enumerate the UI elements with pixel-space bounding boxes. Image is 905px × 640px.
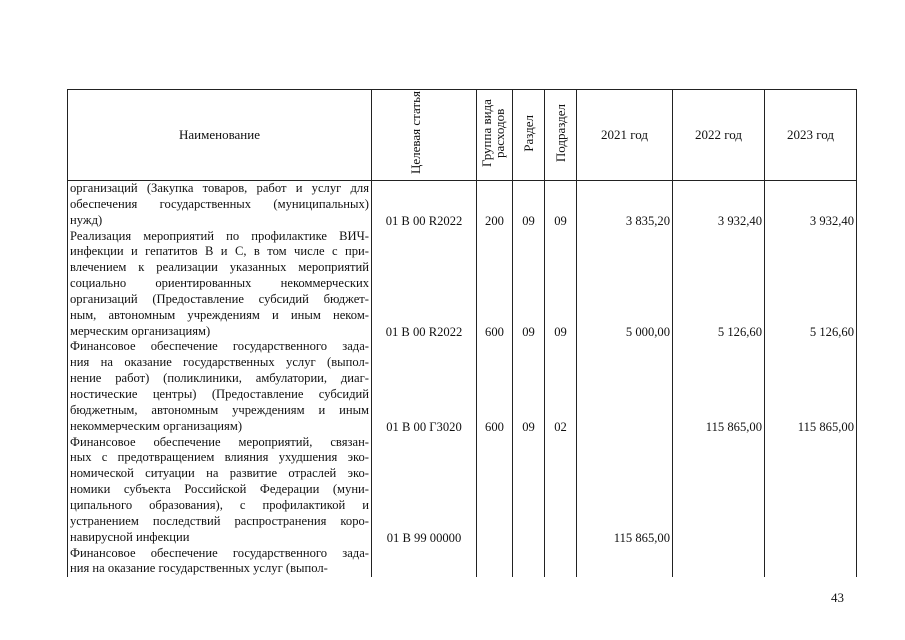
cell-y2023 [765,181,857,229]
table-row [68,435,857,546]
cell-y2023 [765,339,857,434]
cell-y2021 [577,435,673,546]
value-y2022: 5 126,60 [717,324,762,339]
cell-y2022 [673,229,765,340]
value-y2021: 115 865,00 [613,530,670,545]
cell-article [372,229,477,340]
value-y2021: 5 000,00 [625,324,670,339]
value-article: 01 В 00 Г3020 [386,419,462,434]
value-section: 09 [522,213,535,228]
cell-y2022 [673,435,765,546]
row-name-line: Финансовое обеспечение мероприятий, связан- [70,434,369,449]
cell-group [477,339,513,434]
value-y2023: 5 126,60 [809,324,854,339]
header-expense-group: Группа вида расходов [477,90,513,181]
value-section: 09 [522,419,535,434]
table-row [68,229,857,340]
row-name-line: Реализация мероприятий по профилактике ВИЧ- [70,228,369,243]
row-name-line: некоммерческим организациям) [70,418,243,433]
cell-y2021 [577,339,673,434]
value-subsection: 09 [554,213,567,228]
cell-y2023 [765,229,857,340]
cell-group [477,181,513,229]
cell-subsection [545,339,577,434]
cell-y2021 [577,229,673,340]
row-name-line: ных с предотвращением влияния ухудшения эко- [70,450,369,465]
budget-table [67,89,857,577]
cell-y2023 [765,435,857,546]
cell-section [513,435,545,546]
cell-y2021 [577,546,673,578]
row-name-line: организаций (Предоставление субсидий бюджет- [70,291,369,306]
cell-article [372,181,477,229]
cell-article [372,339,477,434]
cell-group [477,229,513,340]
value-y2022: 115 865,00 [705,419,762,434]
row-name-line: ципального образования), с профилактикой и [70,497,369,512]
cell-subsection [545,546,577,578]
row-name-line: ния на оказание государственных услуг (выпол- [70,355,369,370]
cell-section [513,339,545,434]
value-y2023: 3 932,40 [809,213,854,228]
row-name-line: инфекции и гепатитов В и С, в том числе с при- [70,244,369,259]
value-group: 200 [485,213,504,228]
row-name-line: организаций (Закупка товаров, работ и услуг для [70,181,369,195]
row-name-line: бюджетным, автономным учреждениям и иным [70,402,369,417]
cell-y2022 [673,181,765,229]
cell-y2021 [577,181,673,229]
cell-subsection [545,229,577,340]
row-name [68,546,372,578]
row-name-line: социально ориентированных некоммерческих [70,276,369,291]
value-article: 01 В 00 R2022 [385,213,463,228]
value-group: 600 [485,324,504,339]
cell-y2022 [673,546,765,578]
row-name-line: Финансовое обеспечение государственного зада- [70,545,369,560]
table-body [68,181,857,578]
header-section: Раздел [513,90,545,181]
cell-subsection [545,181,577,229]
value-subsection: 09 [554,324,567,339]
row-name-line: нужд) [70,212,103,227]
row-name-line: навирусной инфекции [70,529,190,544]
value-article: 01 В 99 00000 [386,530,462,545]
row-name-line: номической ситуации на развитие отраслей эко- [70,466,369,481]
row-name [68,181,372,229]
cell-y2023 [765,546,857,578]
table-header-row [68,90,857,181]
table-row [68,181,857,229]
page-number: 43 [831,590,844,605]
header-target-article: Целевая статья [372,90,477,181]
row-name [68,435,372,546]
header-name: Наименование [68,90,372,181]
header-year-2023: 2023 год [765,90,857,181]
row-name-line: устранением последствий распространения коро- [70,513,369,528]
row-name-line: ным, автономным учреждениям и иным неком- [70,307,369,322]
value-group: 600 [485,419,504,434]
row-name-line: номики субъекта Российской Федерации (муни- [70,482,369,497]
table-row [68,546,857,578]
cell-group [477,435,513,546]
header-year-2021: 2021 год [577,90,673,181]
value-y2021: 3 835,20 [625,213,670,228]
value-section: 09 [522,324,535,339]
header-subsection: Подраздел [545,90,577,181]
row-name [68,229,372,340]
value-article: 01 В 00 R2022 [385,324,463,339]
row-name-line: ния на оказание государственных услуг (выпол- [70,561,328,576]
cell-y2022 [673,339,765,434]
cell-article [372,435,477,546]
cell-article [372,546,477,578]
row-name-line: влечением к реализации указанных мероприятий [70,260,369,275]
row-name-line: обеспечения государственных (муниципальных) [70,196,369,211]
row-name-line: ностические центры) (Предоставление субсидий [70,387,369,401]
value-subsection: 02 [554,419,567,434]
table-row [68,339,857,434]
cell-section [513,546,545,578]
cell-section [513,181,545,229]
row-name [68,339,372,434]
cell-section [513,229,545,340]
row-name-line: нение работ) (поликлиники, амбулатории, диаг- [70,371,369,386]
row-name-line: мерческим организациям) [70,323,211,338]
header-year-2022: 2022 год [673,90,765,181]
value-y2023: 115 865,00 [797,419,854,434]
row-name-line: Финансовое обеспечение государственного зада- [70,339,369,354]
cell-subsection [545,435,577,546]
value-y2022: 3 932,40 [717,213,762,228]
cell-group [477,546,513,578]
